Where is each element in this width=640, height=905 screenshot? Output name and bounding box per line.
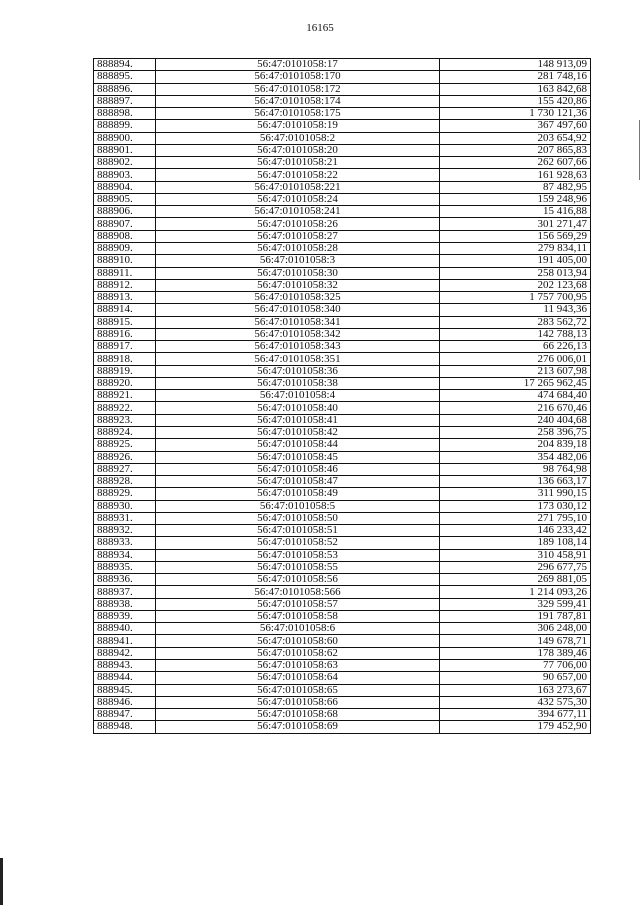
table-row	[94, 451, 591, 463]
table-row	[94, 108, 591, 120]
table-row	[94, 316, 591, 328]
cadastral-number-cell: 56:47:0101058:241	[156, 206, 440, 218]
row-number-cell: 888932.	[94, 525, 156, 537]
table-row	[94, 709, 591, 721]
table-row	[94, 292, 591, 304]
row-number-cell: 888930.	[94, 500, 156, 512]
row-number-cell: 888895.	[94, 71, 156, 83]
row-number-cell: 888904.	[94, 181, 156, 193]
cadastral-number-cell: 56:47:0101058:56	[156, 574, 440, 586]
table-row	[94, 500, 591, 512]
cadastral-value-cell: 204 839,18	[440, 439, 591, 451]
cadastral-value-cell: 213 607,98	[440, 365, 591, 377]
table-row	[94, 426, 591, 438]
cadastral-value-cell: 90 657,00	[440, 672, 591, 684]
table-row	[94, 537, 591, 549]
row-number-cell: 888931.	[94, 512, 156, 524]
row-number-cell: 888906.	[94, 206, 156, 218]
cadastral-value-cell: 329 599,41	[440, 598, 591, 610]
row-number-cell: 888897.	[94, 95, 156, 107]
row-number-cell: 888903.	[94, 169, 156, 181]
cadastral-value-cell: 156 569,29	[440, 230, 591, 242]
table-row	[94, 328, 591, 340]
row-number-cell: 888940.	[94, 623, 156, 635]
table-row	[94, 549, 591, 561]
row-number-cell: 888920.	[94, 377, 156, 389]
row-number-cell: 888944.	[94, 672, 156, 684]
row-number-cell: 888945.	[94, 684, 156, 696]
table-row	[94, 255, 591, 267]
row-number-cell: 888941.	[94, 635, 156, 647]
row-number-cell: 888919.	[94, 365, 156, 377]
cadastral-number-cell: 56:47:0101058:51	[156, 525, 440, 537]
cadastral-number-cell: 56:47:0101058:63	[156, 660, 440, 672]
row-number-cell: 888902.	[94, 157, 156, 169]
cadastral-number-cell: 56:47:0101058:172	[156, 83, 440, 95]
row-number-cell: 888898.	[94, 108, 156, 120]
table-row	[94, 721, 591, 733]
row-number-cell: 888913.	[94, 292, 156, 304]
table-row	[94, 512, 591, 524]
cadastral-value-cell: 1 214 093,26	[440, 586, 591, 598]
cadastral-number-cell: 56:47:0101058:6	[156, 623, 440, 635]
cadastral-value-cell: 311 990,15	[440, 488, 591, 500]
row-number-cell: 888928.	[94, 476, 156, 488]
cadastral-number-cell: 56:47:0101058:53	[156, 549, 440, 561]
cadastral-value-cell: 202 123,68	[440, 279, 591, 291]
cadastral-number-cell: 56:47:0101058:341	[156, 316, 440, 328]
table-row	[94, 586, 591, 598]
table-row	[94, 169, 591, 181]
scan-edge-mark	[0, 858, 3, 905]
table-row	[94, 181, 591, 193]
cadastral-value-cell: 142 788,13	[440, 328, 591, 340]
cadastral-value-cell: 306 248,00	[440, 623, 591, 635]
table-row	[94, 488, 591, 500]
row-number-cell: 888910.	[94, 255, 156, 267]
cadastral-number-cell: 56:47:0101058:22	[156, 169, 440, 181]
row-number-cell: 888925.	[94, 439, 156, 451]
table-row	[94, 574, 591, 586]
cadastral-value-cell: 159 248,96	[440, 193, 591, 205]
table-row	[94, 696, 591, 708]
table-body	[94, 59, 591, 734]
cadastral-number-cell: 56:47:0101058:175	[156, 108, 440, 120]
cadastral-number-cell: 56:47:0101058:52	[156, 537, 440, 549]
table-row	[94, 561, 591, 573]
cadastral-value-cell: 98 764,98	[440, 463, 591, 475]
cadastral-number-cell: 56:47:0101058:60	[156, 635, 440, 647]
cadastral-number-cell: 56:47:0101058:566	[156, 586, 440, 598]
cadastral-number-cell: 56:47:0101058:41	[156, 414, 440, 426]
table-row	[94, 157, 591, 169]
table-row	[94, 206, 591, 218]
cadastral-number-cell: 56:47:0101058:20	[156, 144, 440, 156]
row-number-cell: 888946.	[94, 696, 156, 708]
row-number-cell: 888943.	[94, 660, 156, 672]
row-number-cell: 888914.	[94, 304, 156, 316]
cadastral-number-cell: 56:47:0101058:62	[156, 647, 440, 659]
row-number-cell: 888934.	[94, 549, 156, 561]
cadastral-value-cell: 161 928,63	[440, 169, 591, 181]
cadastral-number-cell: 56:47:0101058:26	[156, 218, 440, 230]
table-row	[94, 341, 591, 353]
cadastral-number-cell: 56:47:0101058:57	[156, 598, 440, 610]
table-row	[94, 120, 591, 132]
table-row	[94, 598, 591, 610]
table-row	[94, 463, 591, 475]
row-number-cell: 888901.	[94, 144, 156, 156]
cadastral-value-cell: 262 607,66	[440, 157, 591, 169]
table-row	[94, 476, 591, 488]
row-number-cell: 888907.	[94, 218, 156, 230]
cadastral-number-cell: 56:47:0101058:64	[156, 672, 440, 684]
cadastral-number-cell: 56:47:0101058:69	[156, 721, 440, 733]
cadastral-number-cell: 56:47:0101058:19	[156, 120, 440, 132]
cadastral-number-cell: 56:47:0101058:351	[156, 353, 440, 365]
cadastral-number-cell: 56:47:0101058:28	[156, 242, 440, 254]
row-number-cell: 888922.	[94, 402, 156, 414]
row-number-cell: 888899.	[94, 120, 156, 132]
row-number-cell: 888926.	[94, 451, 156, 463]
table-row	[94, 365, 591, 377]
table-row	[94, 193, 591, 205]
cadastral-value-cell: 301 271,47	[440, 218, 591, 230]
cadastral-value-cell: 191 787,81	[440, 610, 591, 622]
cadastral-number-cell: 56:47:0101058:325	[156, 292, 440, 304]
cadastral-number-cell: 56:47:0101058:343	[156, 341, 440, 353]
cadastral-value-cell: 11 943,36	[440, 304, 591, 316]
row-number-cell: 888916.	[94, 328, 156, 340]
table-row	[94, 390, 591, 402]
cadastral-value-cell: 15 416,88	[440, 206, 591, 218]
cadastral-number-cell: 56:47:0101058:170	[156, 71, 440, 83]
cadastral-number-cell: 56:47:0101058:47	[156, 476, 440, 488]
cadastral-value-cell: 203 654,92	[440, 132, 591, 144]
cadastral-number-cell: 56:47:0101058:2	[156, 132, 440, 144]
cadastral-value-cell: 178 389,46	[440, 647, 591, 659]
cadastral-number-cell: 56:47:0101058:68	[156, 709, 440, 721]
cadastral-number-cell: 56:47:0101058:36	[156, 365, 440, 377]
cadastral-number-cell: 56:47:0101058:49	[156, 488, 440, 500]
row-number-cell: 888924.	[94, 426, 156, 438]
cadastral-value-cell: 269 881,05	[440, 574, 591, 586]
cadastral-value-cell: 279 834,11	[440, 242, 591, 254]
table-row	[94, 218, 591, 230]
table-row	[94, 377, 591, 389]
table-row	[94, 525, 591, 537]
cadastral-value-cell: 283 562,72	[440, 316, 591, 328]
cadastral-value-cell: 281 748,16	[440, 71, 591, 83]
row-number-cell: 888917.	[94, 341, 156, 353]
row-number-cell: 888894.	[94, 59, 156, 71]
table-row	[94, 402, 591, 414]
row-number-cell: 888937.	[94, 586, 156, 598]
cadastral-value-cell: 354 482,06	[440, 451, 591, 463]
cadastral-value-cell: 155 420,86	[440, 95, 591, 107]
cadastral-value-cell: 394 677,11	[440, 709, 591, 721]
cadastral-value-cell: 367 497,60	[440, 120, 591, 132]
cadastral-value-cell: 474 684,40	[440, 390, 591, 402]
table-row	[94, 647, 591, 659]
table-row	[94, 610, 591, 622]
table-row	[94, 684, 591, 696]
cadastral-value-cell: 173 030,12	[440, 500, 591, 512]
cadastral-number-cell: 56:47:0101058:38	[156, 377, 440, 389]
cadastral-value-cell: 296 677,75	[440, 561, 591, 573]
table-row	[94, 95, 591, 107]
table-row	[94, 660, 591, 672]
row-number-cell: 888927.	[94, 463, 156, 475]
cadastral-number-cell: 56:47:0101058:17	[156, 59, 440, 71]
cadastral-value-cell: 271 795,10	[440, 512, 591, 524]
table-row	[94, 83, 591, 95]
cadastral-value-cell: 1 757 700,95	[440, 292, 591, 304]
cadastral-number-cell: 56:47:0101058:44	[156, 439, 440, 451]
table-row	[94, 623, 591, 635]
row-number-cell: 888918.	[94, 353, 156, 365]
cadastral-number-cell: 56:47:0101058:46	[156, 463, 440, 475]
cadastral-value-cell: 207 865,83	[440, 144, 591, 156]
row-number-cell: 888915.	[94, 316, 156, 328]
table-row	[94, 230, 591, 242]
row-number-cell: 888905.	[94, 193, 156, 205]
table-row	[94, 414, 591, 426]
table-row	[94, 59, 591, 71]
cadastral-value-cell: 146 233,42	[440, 525, 591, 537]
cadastral-number-cell: 56:47:0101058:32	[156, 279, 440, 291]
cadastral-number-cell: 56:47:0101058:58	[156, 610, 440, 622]
cadastral-value-cell: 240 404,68	[440, 414, 591, 426]
cadastral-value-cell: 87 482,95	[440, 181, 591, 193]
row-number-cell: 888938.	[94, 598, 156, 610]
cadastral-number-cell: 56:47:0101058:50	[156, 512, 440, 524]
cadastral-value-cell: 163 842,68	[440, 83, 591, 95]
table-row	[94, 672, 591, 684]
cadastral-value-cell: 17 265 962,45	[440, 377, 591, 389]
table-row	[94, 635, 591, 647]
table-row	[94, 144, 591, 156]
row-number-cell: 888933.	[94, 537, 156, 549]
cadastral-number-cell: 56:47:0101058:42	[156, 426, 440, 438]
cadastral-number-cell: 56:47:0101058:3	[156, 255, 440, 267]
cadastral-value-cell: 149 678,71	[440, 635, 591, 647]
cadastral-value-cell: 66 226,13	[440, 341, 591, 353]
row-number-cell: 888936.	[94, 574, 156, 586]
cadastral-value-cell: 258 013,94	[440, 267, 591, 279]
row-number-cell: 888935.	[94, 561, 156, 573]
cadastral-value-cell: 432 575,30	[440, 696, 591, 708]
cadastral-value-table	[93, 58, 591, 734]
cadastral-number-cell: 56:47:0101058:65	[156, 684, 440, 696]
cadastral-number-cell: 56:47:0101058:55	[156, 561, 440, 573]
cadastral-value-cell: 77 706,00	[440, 660, 591, 672]
row-number-cell: 888896.	[94, 83, 156, 95]
cadastral-number-cell: 56:47:0101058:221	[156, 181, 440, 193]
cadastral-number-cell: 56:47:0101058:24	[156, 193, 440, 205]
cadastral-number-cell: 56:47:0101058:21	[156, 157, 440, 169]
cadastral-value-cell: 216 670,46	[440, 402, 591, 414]
table-row	[94, 242, 591, 254]
cadastral-number-cell: 56:47:0101058:40	[156, 402, 440, 414]
table-row	[94, 267, 591, 279]
table-row	[94, 353, 591, 365]
table-row	[94, 132, 591, 144]
cadastral-value-cell: 163 273,67	[440, 684, 591, 696]
cadastral-value-cell: 276 006,01	[440, 353, 591, 365]
table-row	[94, 304, 591, 316]
cadastral-value-cell: 258 396,75	[440, 426, 591, 438]
cadastral-number-cell: 56:47:0101058:4	[156, 390, 440, 402]
cadastral-number-cell: 56:47:0101058:66	[156, 696, 440, 708]
cadastral-number-cell: 56:47:0101058:342	[156, 328, 440, 340]
table-row	[94, 279, 591, 291]
row-number-cell: 888942.	[94, 647, 156, 659]
row-number-cell: 888921.	[94, 390, 156, 402]
page-number: 16165	[306, 22, 334, 34]
cadastral-number-cell: 56:47:0101058:45	[156, 451, 440, 463]
row-number-cell: 888929.	[94, 488, 156, 500]
row-number-cell: 888923.	[94, 414, 156, 426]
row-number-cell: 888900.	[94, 132, 156, 144]
cadastral-number-cell: 56:47:0101058:340	[156, 304, 440, 316]
row-number-cell: 888948.	[94, 721, 156, 733]
cadastral-value-cell: 191 405,00	[440, 255, 591, 267]
cadastral-value-cell: 310 458,91	[440, 549, 591, 561]
cadastral-value-cell: 179 452,90	[440, 721, 591, 733]
row-number-cell: 888911.	[94, 267, 156, 279]
cadastral-number-cell: 56:47:0101058:5	[156, 500, 440, 512]
row-number-cell: 888912.	[94, 279, 156, 291]
table-row	[94, 71, 591, 83]
cadastral-value-cell: 1 730 121,36	[440, 108, 591, 120]
row-number-cell: 888947.	[94, 709, 156, 721]
cadastral-value-cell: 148 913,09	[440, 59, 591, 71]
row-number-cell: 888909.	[94, 242, 156, 254]
cadastral-number-cell: 56:47:0101058:174	[156, 95, 440, 107]
cadastral-number-cell: 56:47:0101058:27	[156, 230, 440, 242]
cadastral-number-cell: 56:47:0101058:30	[156, 267, 440, 279]
table-row	[94, 439, 591, 451]
row-number-cell: 888908.	[94, 230, 156, 242]
cadastral-value-cell: 189 108,14	[440, 537, 591, 549]
row-number-cell: 888939.	[94, 610, 156, 622]
cadastral-value-cell: 136 663,17	[440, 476, 591, 488]
